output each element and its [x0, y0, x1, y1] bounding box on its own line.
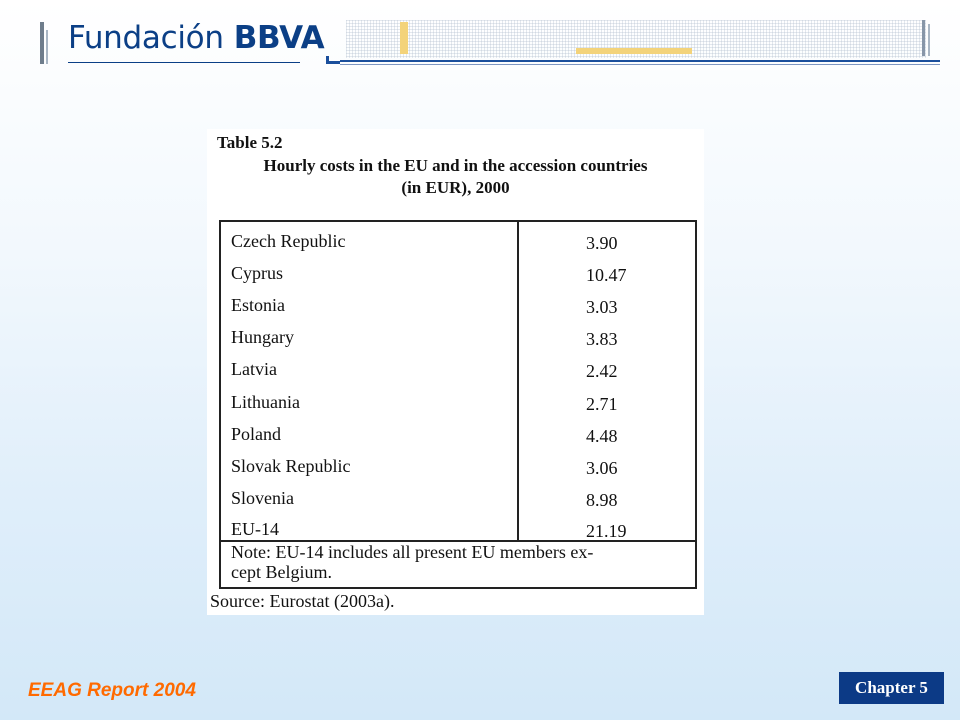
- country-cell: Hungary: [231, 327, 294, 347]
- report-title: EEAG Report 2004: [28, 680, 196, 701]
- table-label: Table 5.2: [217, 133, 283, 152]
- decoration-gold-bar: [400, 22, 408, 54]
- country-cell: Slovak Republic: [231, 456, 351, 476]
- value-cell: 3.83: [586, 329, 618, 349]
- table-figure: [207, 129, 704, 615]
- table-title-line1: Hourly costs in the EU and in the accession countries: [263, 156, 648, 175]
- logo-bar-icon: [40, 22, 44, 64]
- table-source: Source: Eurostat (2003a).: [210, 591, 395, 611]
- country-cell: Lithuania: [231, 392, 300, 412]
- table-row: [231, 327, 691, 357]
- brand-logo: [68, 20, 324, 56]
- value-cell: 2.42: [586, 361, 618, 381]
- decoration-vertical-bar-thin: [928, 24, 930, 56]
- table-row: [231, 263, 691, 293]
- table-note: [231, 542, 671, 582]
- country-cell: Estonia: [231, 295, 285, 315]
- value-cell: 3.90: [586, 233, 618, 253]
- value-cell: 21.19: [586, 521, 627, 541]
- value-cell: 3.06: [586, 458, 618, 478]
- value-cell: 8.98: [586, 490, 618, 510]
- table-title-line2: (in EUR), 2000: [401, 178, 510, 197]
- country-cell: Latvia: [231, 359, 277, 379]
- decoration-line-thin: [340, 64, 940, 65]
- table-row: [231, 456, 691, 486]
- country-cell: EU-14: [231, 519, 279, 539]
- table-row: [231, 295, 691, 325]
- country-cell: Poland: [231, 424, 282, 444]
- country-cell: Slovenia: [231, 488, 294, 508]
- header-decoration: [326, 20, 942, 68]
- decoration-line: [340, 60, 940, 62]
- decoration-vertical-bar: [922, 20, 925, 56]
- value-cell: 2.71: [586, 394, 618, 414]
- table-note-line1: Note: EU-14 includes all present EU members ex-: [231, 542, 594, 562]
- country-cell: Cyprus: [231, 263, 284, 283]
- value-cell: 3.03: [586, 297, 618, 317]
- table-row: [231, 359, 691, 389]
- logo-underline: [68, 62, 300, 63]
- value-cell: 10.47: [586, 265, 627, 285]
- table-row: [231, 424, 691, 454]
- table-row: [231, 231, 691, 261]
- country-cell: Czech Republic: [231, 231, 346, 251]
- table-note-line2: cept Belgium.: [231, 562, 332, 582]
- value-cell: 4.48: [586, 426, 618, 446]
- table-title: [207, 155, 704, 199]
- decoration-hook-icon: [326, 56, 340, 64]
- table-row: [231, 392, 691, 422]
- table-row: [231, 488, 691, 518]
- chapter-badge: Chapter 5: [839, 672, 944, 704]
- brand-secondary: BBVA: [233, 20, 325, 56]
- brand-primary: Fundación: [68, 20, 224, 56]
- decoration-gold-strip: [576, 48, 692, 54]
